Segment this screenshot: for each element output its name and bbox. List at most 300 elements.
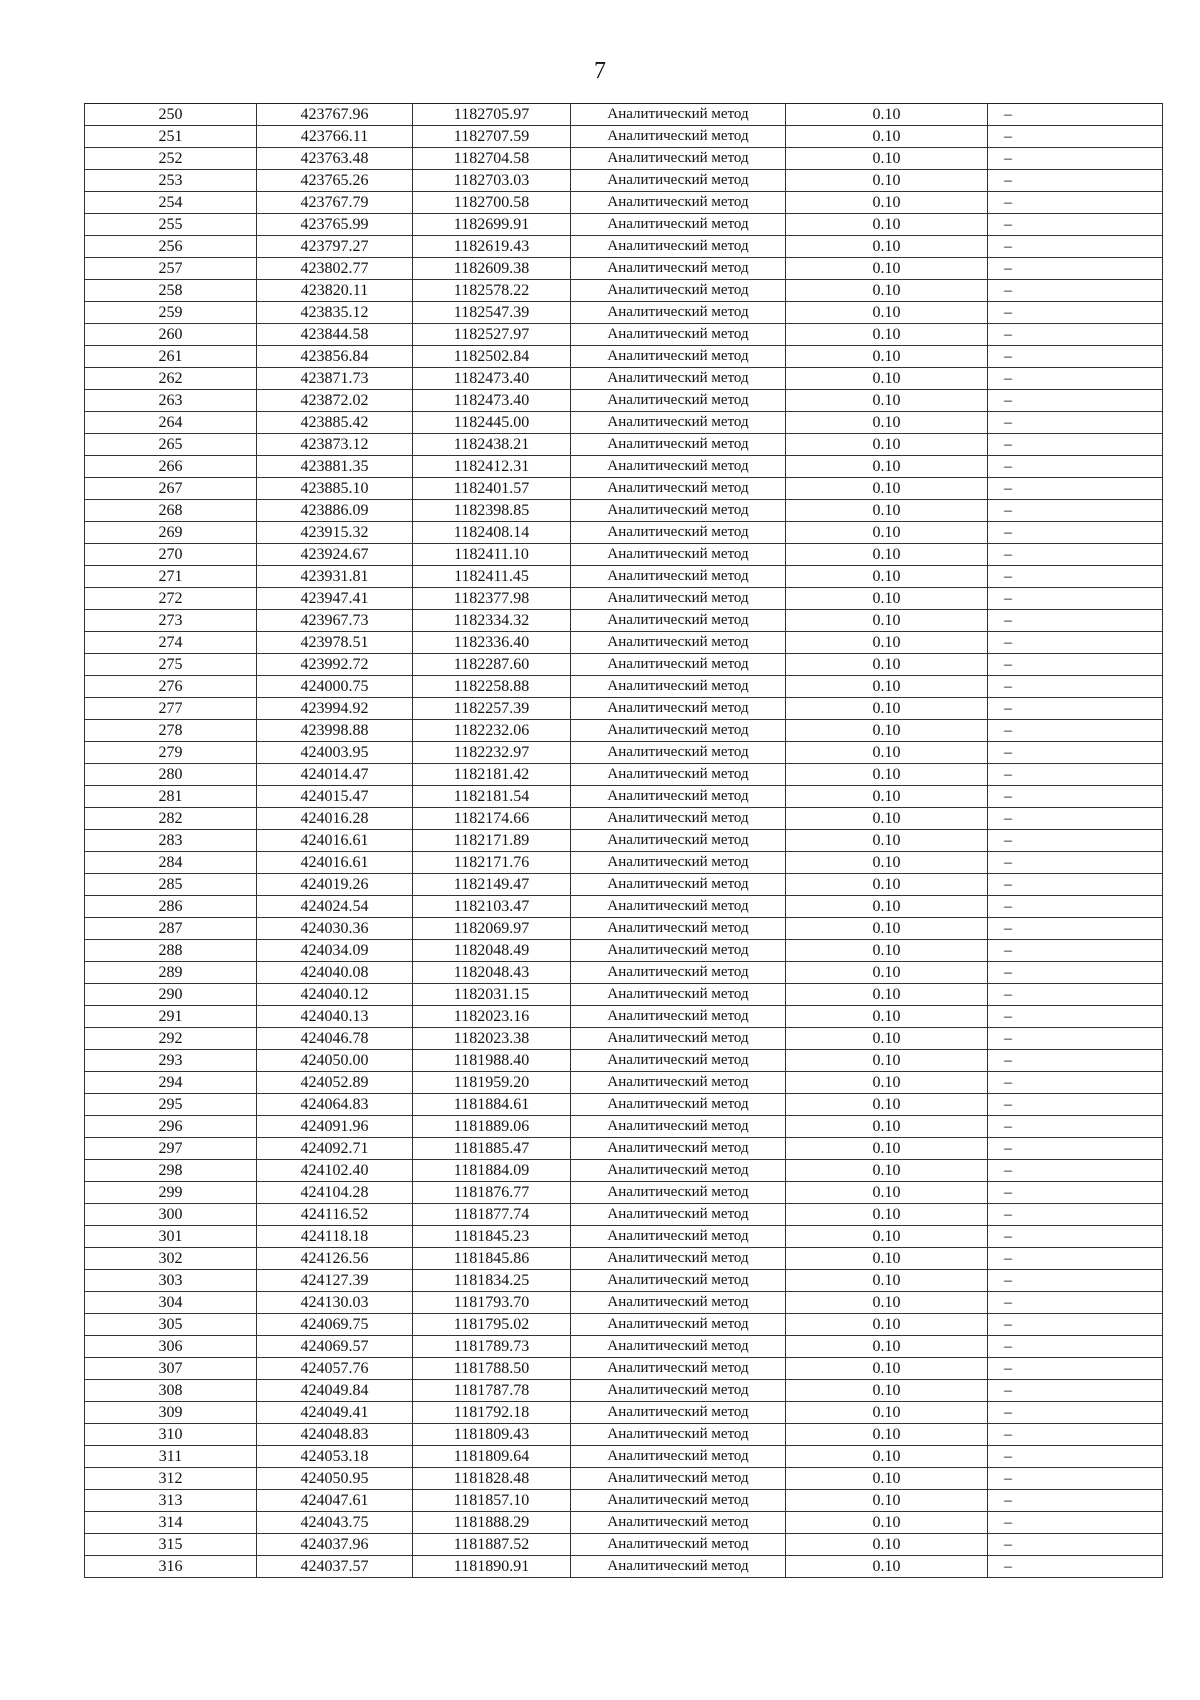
accuracy-cell: 0.10: [786, 324, 988, 346]
note-cell: –: [988, 456, 1163, 478]
table-row: [85, 544, 1163, 566]
y-coordinate-cell: 1181793.70: [413, 1292, 571, 1314]
point-number-cell: 298: [85, 1160, 257, 1182]
table-row: [85, 126, 1163, 148]
method-cell: Аналитический метод: [571, 588, 786, 610]
note-cell: –: [988, 346, 1163, 368]
method-cell: Аналитический метод: [571, 1358, 786, 1380]
method-cell: Аналитический метод: [571, 632, 786, 654]
point-number-cell: 283: [85, 830, 257, 852]
point-number-cell: 311: [85, 1446, 257, 1468]
accuracy-cell: 0.10: [786, 368, 988, 390]
method-cell: Аналитический метод: [571, 1072, 786, 1094]
accuracy-cell: 0.10: [786, 786, 988, 808]
y-coordinate-cell: 1182578.22: [413, 280, 571, 302]
x-coordinate-cell: 423873.12: [257, 434, 413, 456]
table-row: [85, 1270, 1163, 1292]
table-row: [85, 1336, 1163, 1358]
table-row: [85, 214, 1163, 236]
method-cell: Аналитический метод: [571, 522, 786, 544]
accuracy-cell: 0.10: [786, 522, 988, 544]
x-coordinate-cell: 424091.96: [257, 1116, 413, 1138]
note-cell: –: [988, 764, 1163, 786]
accuracy-cell: 0.10: [786, 434, 988, 456]
note-cell: –: [988, 1094, 1163, 1116]
point-number-cell: 289: [85, 962, 257, 984]
note-cell: –: [988, 610, 1163, 632]
note-cell: –: [988, 434, 1163, 456]
method-cell: Аналитический метод: [571, 962, 786, 984]
method-cell: Аналитический метод: [571, 852, 786, 874]
accuracy-cell: 0.10: [786, 126, 988, 148]
y-coordinate-cell: 1182103.47: [413, 896, 571, 918]
method-cell: Аналитический метод: [571, 808, 786, 830]
method-cell: Аналитический метод: [571, 192, 786, 214]
x-coordinate-cell: 424118.18: [257, 1226, 413, 1248]
accuracy-cell: 0.10: [786, 236, 988, 258]
accuracy-cell: 0.10: [786, 720, 988, 742]
note-cell: –: [988, 1402, 1163, 1424]
point-number-cell: 263: [85, 390, 257, 412]
x-coordinate-cell: 424092.71: [257, 1138, 413, 1160]
table-row: [85, 346, 1163, 368]
point-number-cell: 306: [85, 1336, 257, 1358]
note-cell: –: [988, 1534, 1163, 1556]
accuracy-cell: 0.10: [786, 170, 988, 192]
note-cell: –: [988, 148, 1163, 170]
point-number-cell: 282: [85, 808, 257, 830]
x-coordinate-cell: 424048.83: [257, 1424, 413, 1446]
x-coordinate-cell: 424049.84: [257, 1380, 413, 1402]
accuracy-cell: 0.10: [786, 1490, 988, 1512]
note-cell: –: [988, 1358, 1163, 1380]
accuracy-cell: 0.10: [786, 808, 988, 830]
method-cell: Аналитический метод: [571, 1160, 786, 1182]
point-number-cell: 304: [85, 1292, 257, 1314]
y-coordinate-cell: 1182700.58: [413, 192, 571, 214]
note-cell: –: [988, 324, 1163, 346]
point-number-cell: 281: [85, 786, 257, 808]
method-cell: Аналитический метод: [571, 940, 786, 962]
table-row: [85, 302, 1163, 324]
method-cell: Аналитический метод: [571, 1556, 786, 1578]
note-cell: –: [988, 302, 1163, 324]
y-coordinate-cell: 1182257.39: [413, 698, 571, 720]
table-row: [85, 1248, 1163, 1270]
table-row: [85, 1182, 1163, 1204]
table-row: [85, 236, 1163, 258]
note-cell: –: [988, 874, 1163, 896]
note-cell: –: [988, 588, 1163, 610]
method-cell: Аналитический метод: [571, 720, 786, 742]
method-cell: Аналитический метод: [571, 1138, 786, 1160]
table-row: [85, 192, 1163, 214]
note-cell: –: [988, 170, 1163, 192]
table-row: [85, 324, 1163, 346]
accuracy-cell: 0.10: [786, 918, 988, 940]
method-cell: Аналитический метод: [571, 1094, 786, 1116]
method-cell: Аналитический метод: [571, 1512, 786, 1534]
table-row: [85, 1226, 1163, 1248]
x-coordinate-cell: 423765.26: [257, 170, 413, 192]
y-coordinate-cell: 1182401.57: [413, 478, 571, 500]
accuracy-cell: 0.10: [786, 632, 988, 654]
y-coordinate-cell: 1181809.43: [413, 1424, 571, 1446]
y-coordinate-cell: 1182232.97: [413, 742, 571, 764]
x-coordinate-cell: 423978.51: [257, 632, 413, 654]
accuracy-cell: 0.10: [786, 698, 988, 720]
accuracy-cell: 0.10: [786, 1292, 988, 1314]
x-coordinate-cell: 423820.11: [257, 280, 413, 302]
point-number-cell: 260: [85, 324, 257, 346]
accuracy-cell: 0.10: [786, 1160, 988, 1182]
point-number-cell: 253: [85, 170, 257, 192]
table-row: [85, 852, 1163, 874]
accuracy-cell: 0.10: [786, 148, 988, 170]
table-row: [85, 764, 1163, 786]
point-number-cell: 255: [85, 214, 257, 236]
method-cell: Аналитический метод: [571, 566, 786, 588]
table-row: [85, 830, 1163, 852]
x-coordinate-cell: 424003.95: [257, 742, 413, 764]
point-number-cell: 299: [85, 1182, 257, 1204]
table-row: [85, 940, 1163, 962]
point-number-cell: 308: [85, 1380, 257, 1402]
x-coordinate-cell: 423835.12: [257, 302, 413, 324]
note-cell: –: [988, 808, 1163, 830]
y-coordinate-cell: 1182619.43: [413, 236, 571, 258]
accuracy-cell: 0.10: [786, 544, 988, 566]
note-cell: –: [988, 390, 1163, 412]
x-coordinate-cell: 423856.84: [257, 346, 413, 368]
accuracy-cell: 0.10: [786, 1556, 988, 1578]
point-number-cell: 302: [85, 1248, 257, 1270]
note-cell: –: [988, 1248, 1163, 1270]
point-number-cell: 265: [85, 434, 257, 456]
point-number-cell: 278: [85, 720, 257, 742]
point-number-cell: 305: [85, 1314, 257, 1336]
y-coordinate-cell: 1182547.39: [413, 302, 571, 324]
table-row: [85, 1094, 1163, 1116]
point-number-cell: 268: [85, 500, 257, 522]
accuracy-cell: 0.10: [786, 1006, 988, 1028]
note-cell: –: [988, 632, 1163, 654]
point-number-cell: 277: [85, 698, 257, 720]
x-coordinate-cell: 423797.27: [257, 236, 413, 258]
point-number-cell: 266: [85, 456, 257, 478]
y-coordinate-cell: 1182377.98: [413, 588, 571, 610]
x-coordinate-cell: 424040.13: [257, 1006, 413, 1028]
x-coordinate-cell: 424116.52: [257, 1204, 413, 1226]
y-coordinate-cell: 1181884.61: [413, 1094, 571, 1116]
table-row: [85, 720, 1163, 742]
note-cell: –: [988, 1314, 1163, 1336]
y-coordinate-cell: 1181889.06: [413, 1116, 571, 1138]
page-number: 7: [594, 58, 606, 84]
point-number-cell: 259: [85, 302, 257, 324]
table-row: [85, 1380, 1163, 1402]
method-cell: Аналитический метод: [571, 830, 786, 852]
accuracy-cell: 0.10: [786, 1028, 988, 1050]
point-number-cell: 279: [85, 742, 257, 764]
point-number-cell: 250: [85, 104, 257, 126]
method-cell: Аналитический метод: [571, 1424, 786, 1446]
x-coordinate-cell: 424102.40: [257, 1160, 413, 1182]
method-cell: Аналитический метод: [571, 302, 786, 324]
y-coordinate-cell: 1182069.97: [413, 918, 571, 940]
table-row: [85, 522, 1163, 544]
table-row: [85, 1116, 1163, 1138]
y-coordinate-cell: 1182703.03: [413, 170, 571, 192]
note-cell: –: [988, 1160, 1163, 1182]
y-coordinate-cell: 1182411.45: [413, 566, 571, 588]
point-number-cell: 257: [85, 258, 257, 280]
x-coordinate-cell: 424014.47: [257, 764, 413, 786]
point-number-cell: 272: [85, 588, 257, 610]
accuracy-cell: 0.10: [786, 1402, 988, 1424]
note-cell: –: [988, 830, 1163, 852]
accuracy-cell: 0.10: [786, 566, 988, 588]
point-number-cell: 301: [85, 1226, 257, 1248]
note-cell: –: [988, 412, 1163, 434]
method-cell: Аналитический метод: [571, 478, 786, 500]
y-coordinate-cell: 1181788.50: [413, 1358, 571, 1380]
y-coordinate-cell: 1182705.97: [413, 104, 571, 126]
x-coordinate-cell: 424046.78: [257, 1028, 413, 1050]
method-cell: Аналитический метод: [571, 1380, 786, 1402]
note-cell: –: [988, 566, 1163, 588]
x-coordinate-cell: 424024.54: [257, 896, 413, 918]
accuracy-cell: 0.10: [786, 940, 988, 962]
note-cell: –: [988, 896, 1163, 918]
y-coordinate-cell: 1181890.91: [413, 1556, 571, 1578]
note-cell: –: [988, 786, 1163, 808]
table-row: [85, 984, 1163, 1006]
accuracy-cell: 0.10: [786, 1072, 988, 1094]
point-number-cell: 296: [85, 1116, 257, 1138]
table-row: [85, 610, 1163, 632]
x-coordinate-cell: 423992.72: [257, 654, 413, 676]
point-number-cell: 316: [85, 1556, 257, 1578]
accuracy-cell: 0.10: [786, 896, 988, 918]
y-coordinate-cell: 1181959.20: [413, 1072, 571, 1094]
method-cell: Аналитический метод: [571, 1006, 786, 1028]
accuracy-cell: 0.10: [786, 1314, 988, 1336]
note-cell: –: [988, 1226, 1163, 1248]
x-coordinate-cell: 423871.73: [257, 368, 413, 390]
note-cell: –: [988, 940, 1163, 962]
point-number-cell: 290: [85, 984, 257, 1006]
accuracy-cell: 0.10: [786, 412, 988, 434]
table-row: [85, 500, 1163, 522]
note-cell: –: [988, 1490, 1163, 1512]
accuracy-cell: 0.10: [786, 852, 988, 874]
method-cell: Аналитический метод: [571, 1248, 786, 1270]
accuracy-cell: 0.10: [786, 1226, 988, 1248]
x-coordinate-cell: 424043.75: [257, 1512, 413, 1534]
x-coordinate-cell: 424030.36: [257, 918, 413, 940]
point-number-cell: 252: [85, 148, 257, 170]
point-number-cell: 297: [85, 1138, 257, 1160]
x-coordinate-cell: 424016.28: [257, 808, 413, 830]
x-coordinate-cell: 423998.88: [257, 720, 413, 742]
note-cell: –: [988, 1556, 1163, 1578]
y-coordinate-cell: 1182704.58: [413, 148, 571, 170]
accuracy-cell: 0.10: [786, 258, 988, 280]
table-row: [85, 148, 1163, 170]
y-coordinate-cell: 1181877.74: [413, 1204, 571, 1226]
accuracy-cell: 0.10: [786, 1468, 988, 1490]
method-cell: Аналитический метод: [571, 1468, 786, 1490]
table-row: [85, 1028, 1163, 1050]
accuracy-cell: 0.10: [786, 390, 988, 412]
x-coordinate-cell: 423924.67: [257, 544, 413, 566]
accuracy-cell: 0.10: [786, 610, 988, 632]
table-row: [85, 1446, 1163, 1468]
note-cell: –: [988, 1424, 1163, 1446]
accuracy-cell: 0.10: [786, 962, 988, 984]
method-cell: Аналитический метод: [571, 126, 786, 148]
x-coordinate-cell: 424126.56: [257, 1248, 413, 1270]
y-coordinate-cell: 1181789.73: [413, 1336, 571, 1358]
method-cell: Аналитический метод: [571, 346, 786, 368]
note-cell: –: [988, 1072, 1163, 1094]
accuracy-cell: 0.10: [786, 500, 988, 522]
method-cell: Аналитический метод: [571, 214, 786, 236]
y-coordinate-cell: 1182609.38: [413, 258, 571, 280]
x-coordinate-cell: 424057.76: [257, 1358, 413, 1380]
y-coordinate-cell: 1181888.29: [413, 1512, 571, 1534]
table-row: [85, 478, 1163, 500]
note-cell: –: [988, 258, 1163, 280]
y-coordinate-cell: 1181792.18: [413, 1402, 571, 1424]
method-cell: Аналитический метод: [571, 1314, 786, 1336]
x-coordinate-cell: 423915.32: [257, 522, 413, 544]
method-cell: Аналитический метод: [571, 434, 786, 456]
note-cell: –: [988, 962, 1163, 984]
x-coordinate-cell: 424016.61: [257, 830, 413, 852]
accuracy-cell: 0.10: [786, 1424, 988, 1446]
method-cell: Аналитический метод: [571, 1490, 786, 1512]
note-cell: –: [988, 280, 1163, 302]
note-cell: –: [988, 368, 1163, 390]
accuracy-cell: 0.10: [786, 984, 988, 1006]
x-coordinate-cell: 423967.73: [257, 610, 413, 632]
note-cell: –: [988, 1182, 1163, 1204]
accuracy-cell: 0.10: [786, 1446, 988, 1468]
x-coordinate-cell: 423763.48: [257, 148, 413, 170]
method-cell: Аналитический метод: [571, 170, 786, 192]
table-row: [85, 676, 1163, 698]
note-cell: –: [988, 104, 1163, 126]
table-row: [85, 1292, 1163, 1314]
accuracy-cell: 0.10: [786, 1116, 988, 1138]
point-number-cell: 267: [85, 478, 257, 500]
y-coordinate-cell: 1181809.64: [413, 1446, 571, 1468]
accuracy-cell: 0.10: [786, 478, 988, 500]
y-coordinate-cell: 1181828.48: [413, 1468, 571, 1490]
note-cell: –: [988, 918, 1163, 940]
accuracy-cell: 0.10: [786, 1138, 988, 1160]
method-cell: Аналитический метод: [571, 698, 786, 720]
y-coordinate-cell: 1181834.25: [413, 1270, 571, 1292]
note-cell: –: [988, 1446, 1163, 1468]
method-cell: Аналитический метод: [571, 544, 786, 566]
x-coordinate-cell: 423802.77: [257, 258, 413, 280]
x-coordinate-cell: 424052.89: [257, 1072, 413, 1094]
point-number-cell: 258: [85, 280, 257, 302]
point-number-cell: 288: [85, 940, 257, 962]
point-number-cell: 262: [85, 368, 257, 390]
method-cell: Аналитический метод: [571, 236, 786, 258]
table-row: [85, 1204, 1163, 1226]
point-number-cell: 314: [85, 1512, 257, 1534]
note-cell: –: [988, 1138, 1163, 1160]
method-cell: Аналитический метод: [571, 1028, 786, 1050]
y-coordinate-cell: 1182502.84: [413, 346, 571, 368]
accuracy-cell: 0.10: [786, 1248, 988, 1270]
point-number-cell: 312: [85, 1468, 257, 1490]
table-row: [85, 654, 1163, 676]
x-coordinate-cell: 424015.47: [257, 786, 413, 808]
note-cell: –: [988, 544, 1163, 566]
point-number-cell: 310: [85, 1424, 257, 1446]
note-cell: –: [988, 1468, 1163, 1490]
point-number-cell: 307: [85, 1358, 257, 1380]
point-number-cell: 270: [85, 544, 257, 566]
point-number-cell: 254: [85, 192, 257, 214]
x-coordinate-cell: 423881.35: [257, 456, 413, 478]
table-row: [85, 1050, 1163, 1072]
accuracy-cell: 0.10: [786, 104, 988, 126]
point-number-cell: 271: [85, 566, 257, 588]
method-cell: Аналитический метод: [571, 500, 786, 522]
x-coordinate-cell: 424050.95: [257, 1468, 413, 1490]
method-cell: Аналитический метод: [571, 1116, 786, 1138]
note-cell: –: [988, 1270, 1163, 1292]
point-number-cell: 300: [85, 1204, 257, 1226]
y-coordinate-cell: 1182408.14: [413, 522, 571, 544]
method-cell: Аналитический метод: [571, 1050, 786, 1072]
table-row: [85, 962, 1163, 984]
y-coordinate-cell: 1182527.97: [413, 324, 571, 346]
accuracy-cell: 0.10: [786, 1050, 988, 1072]
x-coordinate-cell: 424069.57: [257, 1336, 413, 1358]
x-coordinate-cell: 423885.10: [257, 478, 413, 500]
note-cell: –: [988, 192, 1163, 214]
x-coordinate-cell: 424047.61: [257, 1490, 413, 1512]
table-body: [85, 104, 1163, 1578]
y-coordinate-cell: 1182334.32: [413, 610, 571, 632]
method-cell: Аналитический метод: [571, 280, 786, 302]
note-cell: –: [988, 1292, 1163, 1314]
point-number-cell: 294: [85, 1072, 257, 1094]
accuracy-cell: 0.10: [786, 1204, 988, 1226]
method-cell: Аналитический метод: [571, 764, 786, 786]
point-number-cell: 261: [85, 346, 257, 368]
x-coordinate-cell: 423886.09: [257, 500, 413, 522]
x-coordinate-cell: 423931.81: [257, 566, 413, 588]
x-coordinate-cell: 423844.58: [257, 324, 413, 346]
note-cell: –: [988, 1050, 1163, 1072]
y-coordinate-cell: 1182232.06: [413, 720, 571, 742]
accuracy-cell: 0.10: [786, 280, 988, 302]
method-cell: Аналитический метод: [571, 456, 786, 478]
point-number-cell: 285: [85, 874, 257, 896]
method-cell: Аналитический метод: [571, 1402, 786, 1424]
x-coordinate-cell: 424000.75: [257, 676, 413, 698]
accuracy-cell: 0.10: [786, 1380, 988, 1402]
